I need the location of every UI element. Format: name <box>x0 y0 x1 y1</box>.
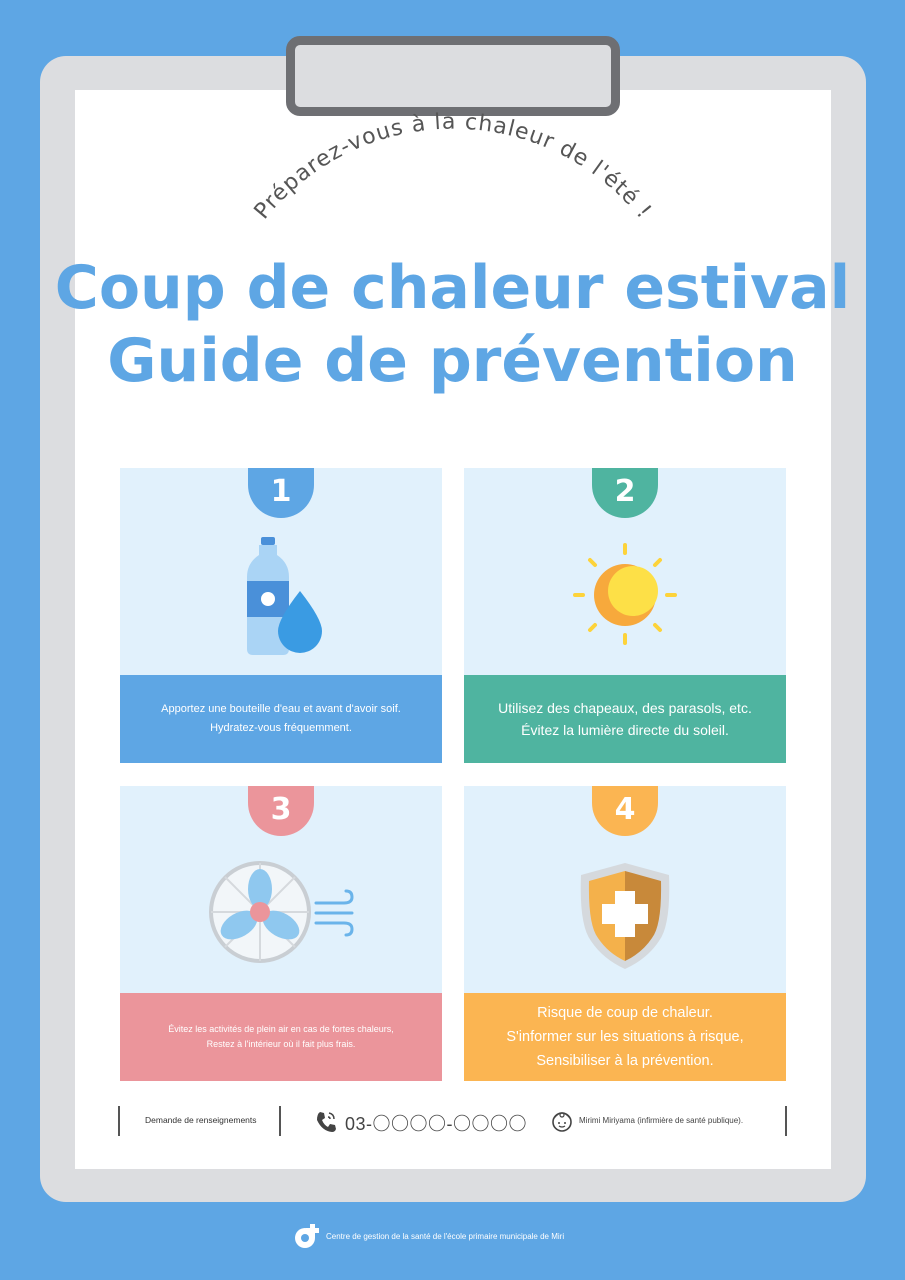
tip-text-line: Hydratez-vous fréquemment. <box>210 722 352 734</box>
page-title-line2: Guide de prévention <box>107 326 798 396</box>
tip-text-line: Sensibiliser à la prévention. <box>536 1053 714 1069</box>
divider <box>279 1106 281 1136</box>
inquiry-label: Demande de renseignements <box>145 1115 257 1125</box>
contact-name: Mirimi Miriyama (infirmière de santé publique). <box>579 1116 744 1125</box>
tip-card-1 <box>120 468 442 763</box>
tip-number-badge: 1 <box>248 468 314 518</box>
tip-text-band <box>464 993 786 1081</box>
phone-number[interactable]: 03-〇〇〇〇-〇〇〇〇 <box>345 1114 528 1134</box>
svg-text:Préparez-vous à la chaleur de <box>250 110 657 225</box>
water-bottle-drop-icon <box>120 523 442 673</box>
tip-text-line: Évitez la lumière directe du soleil. <box>521 722 729 738</box>
contact-footer <box>118 1104 790 1138</box>
sun-icon <box>464 523 786 673</box>
tip-text-line: Restez à l'intérieur où il fait plus frais. <box>206 1039 356 1049</box>
organization-name: Centre de gestion de la santé de l'école primaire municipale de Miri <box>326 1232 565 1241</box>
health-center-logo-icon <box>294 1224 322 1255</box>
nurse-avatar-icon <box>551 1109 573 1138</box>
tip-number-badge: 2 <box>592 468 658 518</box>
page-title-line1: Coup de chaleur estival <box>54 253 851 323</box>
tip-text-line: Apportez une bouteille d'eau et avant d'avoir soif. <box>161 703 401 715</box>
tip-number-badge: 3 <box>248 786 314 836</box>
tip-text-line: Risque de coup de chaleur. <box>537 1005 713 1021</box>
tip-card-3 <box>120 786 442 1081</box>
tip-text-band <box>120 993 442 1081</box>
tip-text-line: Évitez les activités de plein air en cas de fortes chaleurs, <box>168 1024 394 1034</box>
tip-number-badge: 4 <box>592 786 658 836</box>
tip-text-band <box>464 675 786 763</box>
fan-icon <box>120 841 442 991</box>
tip-card-4 <box>464 786 786 1081</box>
divider <box>118 1106 120 1136</box>
divider <box>785 1106 787 1136</box>
phone-icon <box>314 1109 338 1138</box>
tip-text-line: Utilisez des chapeaux, des parasols, etc. <box>498 700 752 716</box>
tip-text-line: S'informer sur les situations à risque, <box>506 1029 744 1045</box>
shield-cross-icon <box>464 841 786 991</box>
tip-card-2 <box>464 468 786 763</box>
subtitle: Préparez-vous à la chaleur de l'été ! <box>249 109 657 225</box>
tip-text-band <box>120 675 442 763</box>
